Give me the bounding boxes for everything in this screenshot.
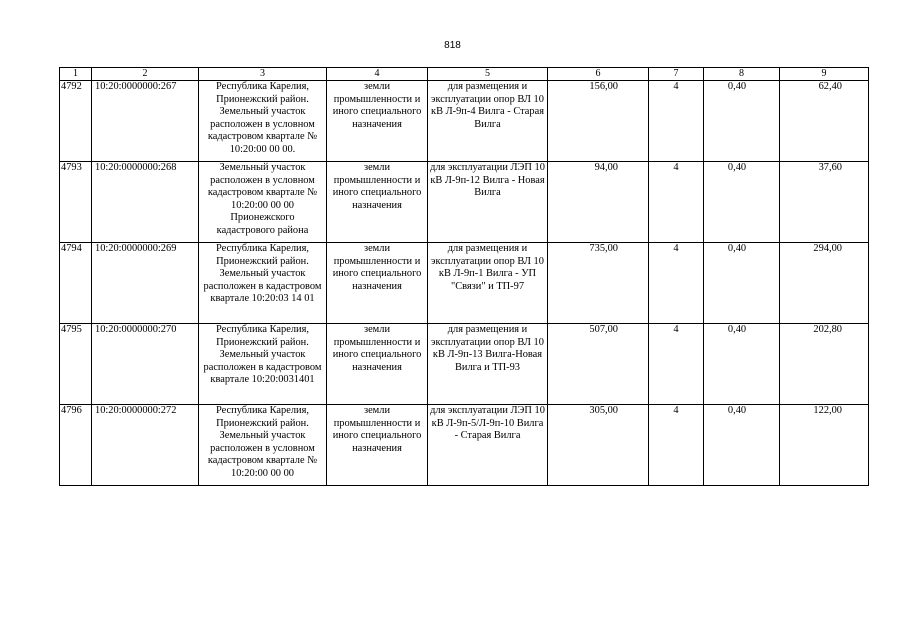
column-7-cell: 4 [649,405,704,486]
row-number: 4792 [60,81,92,162]
permitted-use-cell: для размещения и эксплуатации опор ВЛ 10 кВ Л-9п-13 Вилга-Новая Вилга и ТП-93 [428,324,548,405]
column-header: 3 [199,68,327,81]
land-category-cell: земли промышленности и иного специального назначения [327,405,428,486]
rate-cell: 0,40 [704,405,780,486]
area-cell: 507,00 [548,324,649,405]
table-row [60,81,869,162]
table-header-row [60,68,869,81]
location-cell: Республика Карелия, Прионежский район. Земельный участок расположен в кадастровом квартале 10:20:03 14 01 [199,243,327,324]
row-number: 4796 [60,405,92,486]
cadastral-number: 10:20:0000000:267 [92,81,199,162]
amount-cell: 62,40 [780,81,869,162]
rate-cell: 0,40 [704,162,780,243]
cadastral-number: 10:20:0000000:269 [92,243,199,324]
amount-cell: 122,00 [780,405,869,486]
land-category-cell: земли промышленности и иного специального назначения [327,324,428,405]
area-cell: 305,00 [548,405,649,486]
column-7-cell: 4 [649,324,704,405]
cadastral-number: 10:20:0000000:268 [92,162,199,243]
page-number: 818 [444,40,461,51]
rate-cell: 0,40 [704,324,780,405]
table-row [60,324,869,405]
permitted-use-cell: для эксплуатации ЛЭП 10 кВ Л-9п-5/Л-9п-10 Вилга - Старая Вилга [428,405,548,486]
column-header: 4 [327,68,428,81]
column-7-cell: 4 [649,243,704,324]
permitted-use-cell: для размещения и эксплуатации опор ВЛ 10 кВ Л-9п-4 Вилга - Старая Вилга [428,81,548,162]
area-cell: 735,00 [548,243,649,324]
column-header: 7 [649,68,704,81]
amount-cell: 37,60 [780,162,869,243]
table-row [60,405,869,486]
amount-cell: 294,00 [780,243,869,324]
land-category-cell: земли промышленности и иного специального назначения [327,81,428,162]
permitted-use-cell: для размещения и эксплуатации опор ВЛ 10 кВ Л-9п-1 Вилга - УП "Связи" и ТП-97 [428,243,548,324]
location-cell: Республика Карелия, Прионежский район. Земельный участок расположен в условном кадастровом квартале № 10:20:00 00 00. [199,81,327,162]
column-header: 1 [60,68,92,81]
row-number: 4793 [60,162,92,243]
cadastral-number: 10:20:0000000:270 [92,324,199,405]
land-register-table [59,67,869,486]
rate-cell: 0,40 [704,81,780,162]
column-header: 9 [780,68,869,81]
row-number: 4795 [60,324,92,405]
location-cell: Республика Карелия, Прионежский район. Земельный участок расположен в кадастровом квартале 10:20:0031401 [199,324,327,405]
land-category-cell: земли промышленности и иного специального назначения [327,162,428,243]
column-header: 2 [92,68,199,81]
location-cell: Земельный участок расположен в условном кадастровом квартале № 10:20:00 00 00 Прионежского кадастрового района [199,162,327,243]
area-cell: 156,00 [548,81,649,162]
column-7-cell: 4 [649,162,704,243]
column-7-cell: 4 [649,81,704,162]
table-row [60,243,869,324]
permitted-use-cell: для эксплуатации ЛЭП 10 кВ Л-9п-12 Вилга - Новая Вилга [428,162,548,243]
rate-cell: 0,40 [704,243,780,324]
column-header: 6 [548,68,649,81]
area-cell: 94,00 [548,162,649,243]
column-header: 5 [428,68,548,81]
row-number: 4794 [60,243,92,324]
amount-cell: 202,80 [780,324,869,405]
table-row [60,162,869,243]
location-cell: Республика Карелия, Прионежский район. Земельный участок расположен в условном кадастровом квартале № 10:20:00 00 00 [199,405,327,486]
cadastral-number: 10:20:0000000:272 [92,405,199,486]
land-category-cell: земли промышленности и иного специального назначения [327,243,428,324]
column-header: 8 [704,68,780,81]
